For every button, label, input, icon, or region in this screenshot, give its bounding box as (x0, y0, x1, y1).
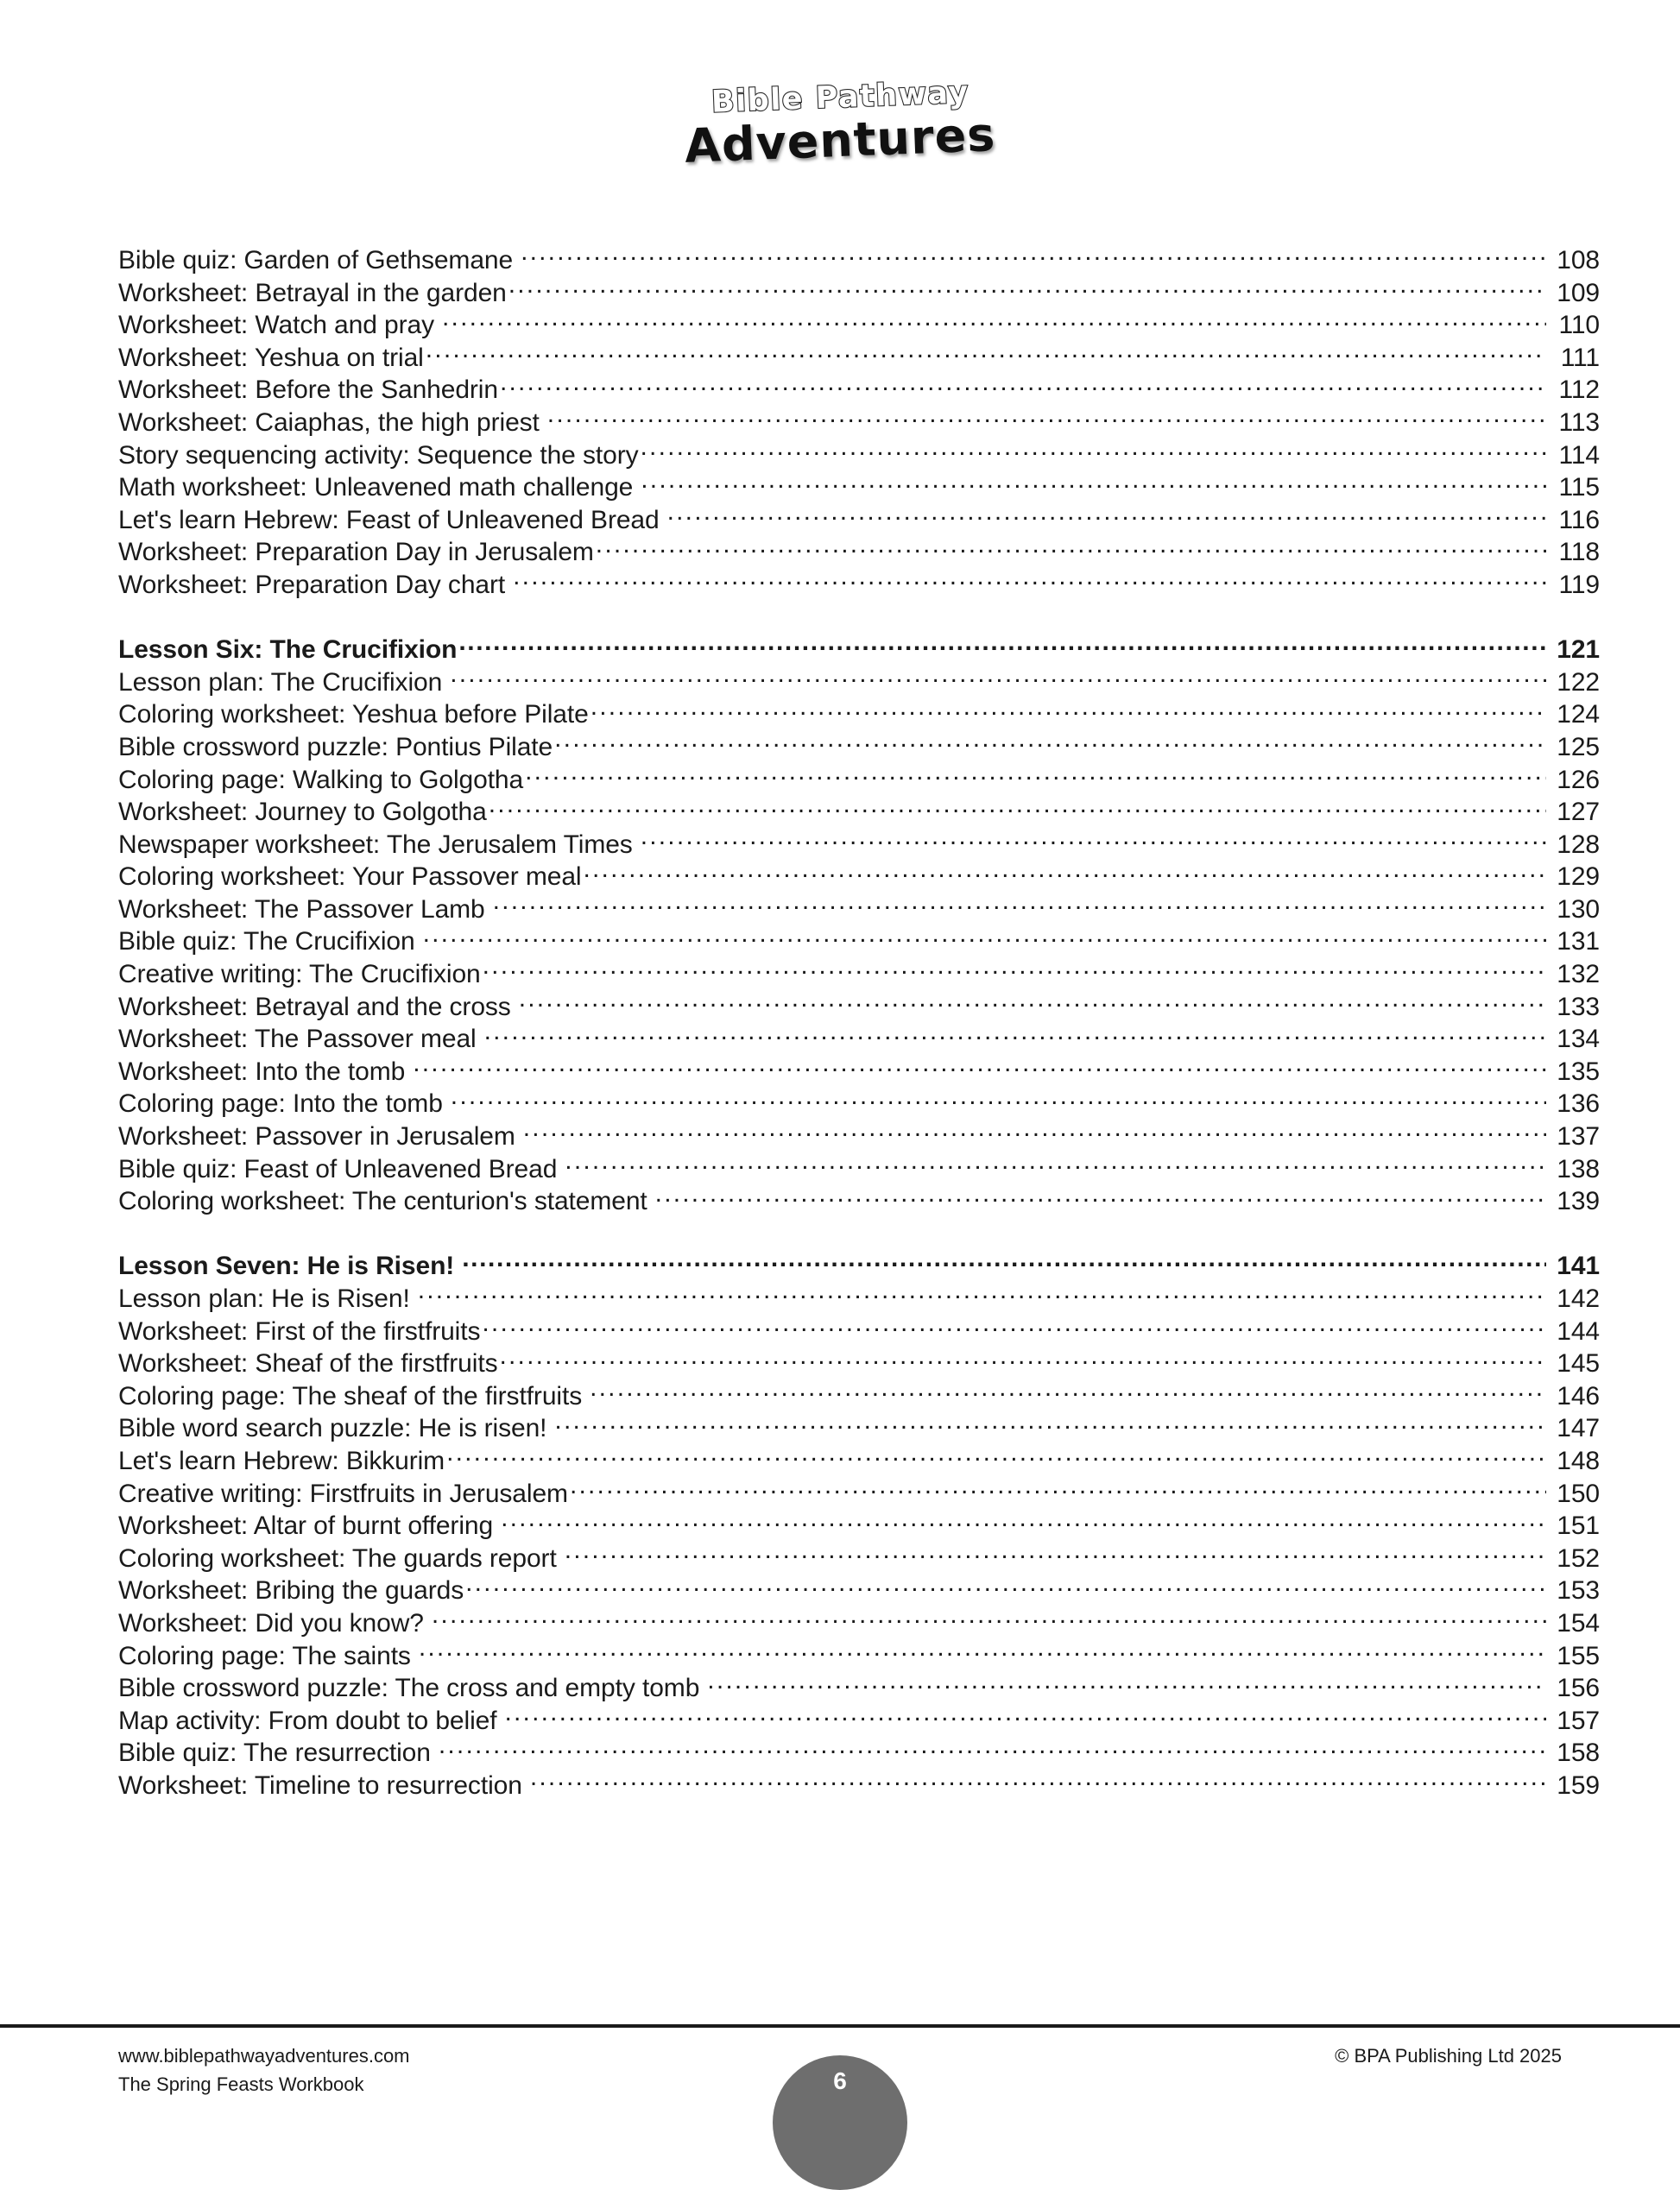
toc-entry[interactable] (118, 307, 1600, 340)
toc-entry[interactable] (118, 1443, 1600, 1476)
toc-dot-leader (419, 1638, 1546, 1664)
toc-entry-label: Worksheet: Yeshua on trial (118, 343, 424, 372)
toc-entry-label: Lesson Six: The Crucifixion (118, 635, 458, 665)
toc-entry[interactable] (118, 665, 1600, 697)
toc-dot-leader (590, 1379, 1546, 1404)
toc-entry-label: Worksheet: Watch and pray (118, 311, 434, 340)
table-of-contents (118, 243, 1600, 1801)
toc-entry-label: Worksheet: Betrayal and the cross (118, 992, 511, 1021)
toc-entry[interactable] (118, 1021, 1600, 1054)
toc-entry-page-number: 153 (1557, 1576, 1600, 1606)
footer-divider (0, 2024, 1680, 2028)
toc-dot-leader (570, 1476, 1546, 1502)
toc-dot-leader (707, 1670, 1546, 1696)
toc-entry[interactable] (118, 372, 1600, 405)
toc-entry-page-number: 121 (1557, 635, 1600, 665)
toc-entry-page-number: 114 (1558, 440, 1600, 470)
toc-entry-label: Worksheet: Preparation Day in Jerusalem (118, 538, 594, 567)
toc-entry[interactable] (118, 1379, 1600, 1411)
toc-entry-label: Bible word search puzzle: He is risen! (118, 1414, 547, 1443)
brand-logo (0, 75, 1680, 195)
toc-entry[interactable] (118, 1411, 1600, 1443)
toc-entry-label: Worksheet: Bribing the guards (118, 1576, 464, 1606)
footer-right-block (1335, 2042, 1562, 2070)
toc-dot-leader (504, 1703, 1546, 1729)
toc-entry[interactable] (118, 859, 1600, 892)
toc-entry-label: Bible quiz: The Crucifixion (118, 927, 415, 956)
toc-dot-leader (499, 1346, 1546, 1372)
toc-entry-label: Story sequencing activity: Sequence the story (118, 440, 639, 470)
footer-left-block (118, 2042, 410, 2098)
toc-entry[interactable] (118, 1314, 1600, 1347)
toc-dot-leader (451, 1086, 1546, 1112)
footer-website[interactable]: www.biblepathwayadventures.com (118, 2045, 410, 2067)
toc-dot-leader (667, 502, 1546, 528)
toc-entry[interactable] (118, 827, 1600, 860)
toc-dot-leader (521, 243, 1546, 268)
toc-entry[interactable] (118, 470, 1600, 502)
toc-dot-leader (413, 1054, 1546, 1080)
toc-dot-leader (446, 1443, 1546, 1469)
toc-entry-page-number: 126 (1557, 765, 1600, 794)
toc-entry-label: Coloring worksheet: Your Passover meal (118, 862, 582, 892)
toc-entry-label: Bible quiz: Garden of Gethsemane (118, 246, 514, 275)
toc-entry-page-number: 119 (1558, 570, 1600, 599)
toc-spacer (118, 1216, 1600, 1249)
toc-entry-label: Worksheet: Sheaf of the firstfruits (118, 1349, 498, 1379)
toc-entry-label: Worksheet: Journey to Golgotha (118, 798, 487, 827)
toc-entry-page-number: 154 (1557, 1608, 1600, 1638)
toc-entry[interactable] (118, 438, 1600, 470)
toc-entry-page-number: 150 (1557, 1479, 1600, 1508)
toc-dot-leader (418, 1281, 1546, 1307)
toc-entry-page-number: 144 (1557, 1316, 1600, 1346)
toc-entry-page-number: 132 (1557, 960, 1600, 989)
toc-entry[interactable] (118, 1541, 1600, 1574)
toc-entry[interactable] (118, 1152, 1600, 1184)
toc-entry-label: Bible quiz: The resurrection (118, 1739, 431, 1768)
toc-entry-page-number: 141 (1557, 1252, 1600, 1281)
toc-dot-leader (508, 275, 1546, 301)
toc-dot-leader (432, 1606, 1546, 1631)
toc-entry-label: Worksheet: Caiaphas, the high priest (118, 407, 540, 437)
toc-entry-label: Bible crossword puzzle: Pontius Pilate (118, 732, 553, 761)
toc-entry[interactable] (118, 892, 1600, 925)
toc-entry[interactable] (118, 405, 1600, 438)
toc-dot-leader (655, 1183, 1546, 1209)
toc-entry-label: Let's learn Hebrew: Bikkurim (118, 1446, 445, 1475)
toc-entry-label: Worksheet: Passover in Jerusalem (118, 1122, 515, 1152)
toc-entry-label: Lesson plan: The Crucifixion (118, 667, 443, 697)
toc-dot-leader (501, 1508, 1546, 1534)
toc-section-heading[interactable] (118, 632, 1600, 665)
toc-entry-label: Worksheet: Altar of burnt offering (118, 1512, 494, 1541)
toc-entry-label: Coloring worksheet: The guards report (118, 1543, 557, 1573)
toc-dot-leader (554, 729, 1546, 755)
toc-entry-page-number: 152 (1557, 1543, 1600, 1573)
toc-entry-page-number: 124 (1557, 700, 1600, 729)
toc-entry-page-number: 151 (1557, 1512, 1600, 1541)
toc-entry-label: Worksheet: Betrayal in the garden (118, 278, 507, 307)
toc-entry-page-number: 111 (1560, 343, 1600, 372)
toc-dot-leader (641, 438, 1546, 464)
toc-entry-label: Lesson plan: He is Risen! (118, 1284, 410, 1313)
toc-entry[interactable] (118, 956, 1600, 989)
toc-entry-page-number: 148 (1557, 1446, 1600, 1475)
toc-entry-label: Coloring page: The saints (118, 1641, 411, 1670)
footer-book-title: The Spring Feasts Workbook (118, 2073, 364, 2095)
footer-copyright: © BPA Publishing Ltd 2025 (1335, 2045, 1562, 2067)
toc-entry-page-number: 116 (1558, 505, 1600, 534)
toc-entry-label: Worksheet: Preparation Day chart (118, 570, 506, 599)
toc-entry-page-number: 133 (1557, 992, 1600, 1021)
toc-entry[interactable] (118, 502, 1600, 535)
toc-entry[interactable] (118, 1735, 1600, 1768)
toc-entry[interactable] (118, 1703, 1600, 1736)
toc-dot-leader (547, 405, 1546, 431)
toc-dot-leader (423, 924, 1546, 950)
toc-entry-label: Lesson Seven: He is Risen! (118, 1252, 455, 1281)
toc-dot-leader (462, 1248, 1546, 1274)
toc-entry-page-number: 135 (1557, 1057, 1600, 1086)
toc-dot-leader (519, 989, 1546, 1015)
toc-dot-leader (450, 665, 1546, 691)
toc-dot-leader (554, 1411, 1546, 1436)
toc-entry-label: Bible crossword puzzle: The cross and empty tomb (118, 1674, 700, 1703)
toc-entry-label: Map activity: From doubt to belief (118, 1706, 497, 1735)
toc-dot-leader (458, 632, 1546, 658)
page-number: 6 (833, 2067, 847, 2094)
logo-line-adventures: Adventures (683, 107, 997, 174)
toc-entry-page-number: 122 (1557, 667, 1600, 697)
toc-dot-leader (442, 307, 1546, 333)
toc-entry-page-number: 146 (1557, 1381, 1600, 1411)
toc-entry[interactable] (118, 729, 1600, 762)
toc-entry-page-number: 137 (1557, 1122, 1600, 1152)
toc-entry-page-number: 131 (1557, 927, 1600, 956)
toc-dot-leader (513, 567, 1546, 593)
toc-dot-leader (525, 762, 1546, 788)
toc-dot-leader (641, 470, 1546, 495)
toc-entry[interactable] (118, 1119, 1600, 1152)
toc-entry[interactable] (118, 1573, 1600, 1606)
toc-entry-label: Newspaper worksheet: The Jerusalem Times (118, 830, 633, 859)
toc-dot-leader (500, 372, 1546, 398)
toc-section-heading[interactable] (118, 1248, 1600, 1281)
toc-entry-label: Let's learn Hebrew: Feast of Unleavened Bread (118, 505, 660, 534)
toc-dot-leader (465, 1573, 1546, 1599)
toc-entry-page-number: 136 (1557, 1089, 1600, 1119)
toc-entry-page-number: 142 (1557, 1284, 1600, 1313)
toc-dot-leader (439, 1735, 1546, 1761)
page-footer (0, 2034, 1680, 2190)
toc-entry-page-number: 130 (1557, 894, 1600, 924)
toc-entry-page-number: 158 (1557, 1739, 1600, 1768)
toc-entry[interactable] (118, 1086, 1600, 1119)
toc-entry-label: Math worksheet: Unleavened math challenge (118, 473, 634, 502)
toc-entry[interactable] (118, 762, 1600, 795)
toc-entry-label: Coloring worksheet: Yeshua before Pilate (118, 700, 589, 729)
toc-dot-leader (523, 1119, 1546, 1145)
toc-entry-page-number: 127 (1557, 798, 1600, 827)
toc-entry-page-number: 145 (1557, 1349, 1600, 1379)
toc-entry-label: Worksheet: Into the tomb (118, 1057, 406, 1086)
toc-entry-page-number: 115 (1558, 473, 1600, 502)
toc-entry[interactable] (118, 1054, 1600, 1087)
toc-entry-page-number: 109 (1557, 278, 1600, 307)
toc-entry-page-number: 128 (1557, 830, 1600, 859)
toc-entry[interactable] (118, 534, 1600, 567)
toc-entry-page-number: 138 (1557, 1154, 1600, 1183)
toc-entry[interactable] (118, 1183, 1600, 1216)
toc-dot-leader (591, 697, 1546, 723)
toc-entry-page-number: 134 (1557, 1025, 1600, 1054)
toc-entry-page-number: 156 (1557, 1674, 1600, 1703)
toc-dot-leader (482, 1314, 1546, 1340)
toc-dot-leader (565, 1152, 1546, 1177)
toc-entry[interactable] (118, 340, 1600, 373)
toc-entry[interactable] (118, 275, 1600, 308)
toc-entry-label: Worksheet: The Passover meal (118, 1025, 477, 1054)
toc-entry[interactable] (118, 989, 1600, 1022)
toc-entry-page-number: 159 (1557, 1770, 1600, 1800)
toc-entry[interactable] (118, 1768, 1600, 1801)
toc-entry-page-number: 155 (1557, 1641, 1600, 1670)
toc-entry-label: Creative writing: Firstfruits in Jerusalem (118, 1479, 568, 1508)
toc-entry[interactable] (118, 567, 1600, 600)
toc-entry[interactable] (118, 794, 1600, 827)
toc-entry[interactable] (118, 1508, 1600, 1541)
toc-entry-label: Worksheet: Before the Sanhedrin (118, 376, 498, 405)
toc-entry-label: Worksheet: The Passover Lamb (118, 894, 485, 924)
toc-entry[interactable] (118, 1606, 1600, 1638)
toc-entry-label: Creative writing: The Crucifixion (118, 960, 481, 989)
toc-entry[interactable] (118, 924, 1600, 956)
toc-dot-leader (493, 892, 1546, 918)
toc-entry[interactable] (118, 1670, 1600, 1703)
toc-entry-page-number: 157 (1557, 1706, 1600, 1735)
toc-entry-page-number: 125 (1557, 732, 1600, 761)
toc-dot-leader (483, 956, 1546, 982)
toc-entry-page-number: 118 (1558, 538, 1600, 567)
toc-entry-page-number: 129 (1557, 862, 1600, 892)
toc-entry[interactable] (118, 1281, 1600, 1314)
page-number-circle (773, 2055, 907, 2190)
toc-dot-leader (641, 827, 1546, 853)
toc-dot-leader (583, 859, 1546, 885)
toc-entry-page-number: 110 (1558, 311, 1600, 340)
toc-entry[interactable] (118, 243, 1600, 275)
toc-entry[interactable] (118, 697, 1600, 729)
logo-line-bible-pathway: Bible Pathway (710, 75, 970, 120)
toc-entry-label: Worksheet: First of the firstfruits (118, 1316, 481, 1346)
toc-entry[interactable] (118, 1638, 1600, 1671)
toc-entry-label: Coloring page: Into the tomb (118, 1089, 443, 1119)
toc-dot-leader (426, 340, 1546, 366)
toc-entry-label: Coloring worksheet: The centurion's statement (118, 1187, 647, 1216)
toc-entry-page-number: 112 (1558, 376, 1600, 405)
toc-dot-leader (489, 794, 1546, 820)
toc-entry-label: Coloring page: Walking to Golgotha (118, 765, 524, 794)
toc-dot-leader (565, 1541, 1546, 1567)
toc-dot-leader (484, 1021, 1546, 1047)
toc-entry-page-number: 108 (1557, 246, 1600, 275)
toc-entry-label: Worksheet: Did you know? (118, 1608, 424, 1638)
toc-entry[interactable] (118, 1346, 1600, 1379)
toc-entry[interactable] (118, 1476, 1600, 1509)
toc-dot-leader (530, 1768, 1546, 1794)
toc-entry-label: Bible quiz: Feast of Unleavened Bread (118, 1154, 558, 1183)
toc-entry-label: Worksheet: Timeline to resurrection (118, 1770, 522, 1800)
toc-spacer (118, 600, 1600, 633)
toc-dot-leader (596, 534, 1546, 560)
toc-entry-label: Coloring page: The sheaf of the firstfruits (118, 1381, 583, 1411)
toc-entry-page-number: 113 (1558, 407, 1600, 437)
toc-entry-page-number: 147 (1557, 1414, 1600, 1443)
toc-entry-page-number: 139 (1557, 1187, 1600, 1216)
